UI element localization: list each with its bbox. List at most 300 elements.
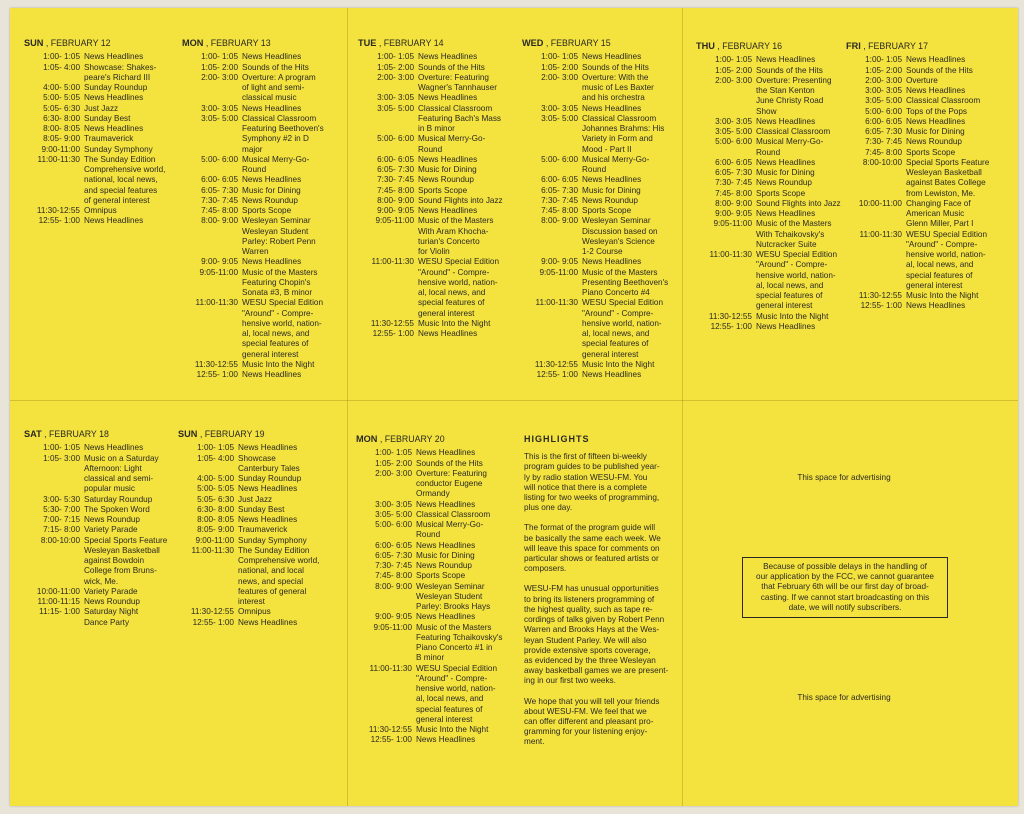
time-slot: 6:05- 7:30 [377,165,414,174]
program-title: News Headlines [242,103,302,113]
time-slot: 2:00- 3:00 [865,75,902,85]
program-title: Sounds of the Hits [756,65,823,75]
program-title: Sports Scope [242,206,292,215]
time-slot: 7:30- 7:45 [541,195,578,205]
schedule-row [356,623,518,664]
time-slot: 3:05- 5:00 [715,127,752,136]
time-slot: 6:05- 7:30 [201,185,238,195]
schedule-row [182,257,344,267]
highlights-section [524,434,674,758]
schedule-row [178,515,342,525]
time-slot: 1:00- 1:05 [865,55,902,65]
schedule-row [846,66,1012,76]
time-slot: 1:05- 2:00 [865,65,902,75]
time-slot: 7:30- 7:45 [865,137,902,147]
time-slot: 1:05- 4:00 [43,62,80,72]
program-title: The Sunday Edition Comprehensive world, national, local news, and special features of general interest [84,154,166,205]
time-slot: 1:00- 1:05 [375,448,412,458]
program-title: Traumaverick [84,134,134,144]
schedule-row [846,86,1012,96]
time-slot: 5:30- 7:00 [43,504,80,514]
program-title: News Headlines [582,175,642,185]
program-title: Classical Classroom [906,96,981,106]
program-title: The Spoken Word [84,504,150,514]
time-slot: 2:00- 3:00 [715,75,752,85]
fold-line-left [347,8,348,806]
program-title: Music Into the Night [756,311,829,321]
day-heading: TUE , FEBRUARY 14 [358,38,444,48]
program-title: Just Jazz [238,494,273,504]
program-title: Wesleyan Seminar Discussion based on Wesleyan's Science 1-2 Course [582,216,658,256]
day-date: FEBRUARY 12 [50,38,111,48]
schedule-row [182,268,344,299]
program-title: News Roundup [418,175,474,185]
time-slot: 8:00- 9:00 [541,216,578,226]
program-title: News Headlines [418,93,478,103]
time-slot: 7:15- 8:00 [43,525,80,535]
day-heading: FRI , FEBRUARY 17 [846,41,928,51]
schedule-row [356,448,518,458]
program-title: News Headlines [582,52,642,62]
time-slot: 1:00- 1:05 [43,52,80,62]
day-date: FEBRUARY 15 [550,38,611,48]
program-title: Classical Classroom [416,509,491,519]
program-title: Sports Scope [906,147,956,157]
schedule-row [178,443,342,453]
schedule-row [178,607,342,617]
time-slot: 1:00- 1:05 [541,52,578,62]
schedule-row [24,587,188,597]
program-title: Musical Merry-Go- Round [416,520,484,540]
time-slot: 5:00- 6:00 [865,106,902,116]
time-slot: 11:30-12:55 [708,311,752,321]
program-title: Music for Dining [416,550,475,560]
time-slot: 6:00- 6:05 [715,157,752,167]
schedule-row [696,66,856,76]
time-slot: 1:00- 1:05 [197,443,234,453]
day-date: FEBRUARY 16 [722,41,783,51]
schedule-row [182,104,344,114]
program-title: Music of the Masters Featuring Chopin's Sonata #3, B minor [242,267,318,297]
schedule-row [522,186,682,196]
highlights-paragraph: WESU-FM has unusual opportunities to bring its listeners programming of the highest quality, such as tape re- cordings of talks given by Robert Penn Warren and Brooks Hays at the Wes- leyan Student Parley. We will also provide extensive sports coverage, as evidenced by the three Wesleyan away basketball games we are present- ing in our first two weeks. [524,584,669,686]
schedule-row [358,206,518,216]
time-slot: 9:00-11:00 [41,144,80,154]
program-title: News Roundup [84,515,140,524]
time-slot: 9:00-11:00 [195,535,234,545]
program-title: Omnipus [84,206,117,215]
day-heading: WED , FEBRUARY 15 [522,38,611,48]
time-slot: 9:05-11:00 [199,267,238,277]
program-title: News Headlines [756,116,816,126]
program-title: Sounds of the Hits [416,458,483,468]
schedule-row [358,196,518,206]
time-slot: 9:05-11:00 [713,219,752,229]
day-column-mon-feb-20 [356,434,518,746]
program-title: Music Into the Night [242,359,315,369]
day-column-sun-feb-19 [178,429,342,628]
schedule-row [24,515,188,525]
time-slot: 2:00- 3:00 [201,72,238,82]
time-slot: 7:45- 8:00 [375,571,412,581]
day-heading: SUN , FEBRUARY 19 [178,429,265,439]
schedule-row [182,175,344,185]
program-title: Wesleyan Seminar Wesleyan Student Parley: Brooks Hays [416,581,491,611]
program-title: Special Sports Feature Wesleyan Basketball against Bates College from Lewiston, Me. [906,157,990,198]
time-slot: 11:30-12:55 [190,607,234,617]
time-slot: 9:00- 9:05 [201,257,238,267]
time-slot: 11:15- 1:00 [39,607,80,617]
program-title: News Headlines [906,301,966,311]
schedule-row [178,484,342,494]
program-title: News Headlines [242,370,302,379]
program-title: News Headlines [238,515,298,524]
schedule-row [696,189,856,199]
program-title: WESU Special Edition "Around" - Compre- hensive world, nation- al, local news, and special features of general interest [906,229,987,290]
program-title: News Headlines [238,617,298,627]
program-title: Music of the Masters Presenting Beethoven's Piano Concerto #4 [582,267,669,297]
program-title: News Roundup [416,561,472,570]
time-slot: 1:05- 2:00 [375,458,412,468]
time-slot: 7:45- 8:00 [715,188,752,198]
program-title: News Headlines [84,124,144,133]
time-slot: 1:00- 1:05 [377,52,414,62]
day-heading: MON , FEBRUARY 13 [182,38,271,48]
time-slot: 12:55- 1:00 [196,370,238,379]
program-title: Music for Dining [242,185,301,195]
program-title: News Headlines [582,257,642,267]
schedule-row [522,268,682,299]
day-column-fri-feb-17 [846,41,1012,312]
program-title: Wesleyan Seminar Wesleyan Student Parley: Robert Penn Warren [242,216,316,256]
schedule-row [356,510,518,520]
time-slot: 11:30-12:55 [194,359,238,369]
time-slot: 6:05- 7:30 [715,168,752,177]
schedule-row [356,725,518,735]
program-title: News Headlines [242,257,302,267]
program-title: News Roundup [84,597,140,606]
time-slot: 8:05- 9:00 [197,525,234,535]
program-title: News Headlines [418,329,478,338]
highlights-paragraph: The format of the program guide will be basically the same each week. We will leave this space for comments on particular shows or featured artists or composers. [524,523,661,574]
schedule-row [358,216,518,257]
schedule-row [696,137,856,158]
program-title: News Headlines [906,86,966,95]
schedule-row [356,500,518,510]
time-slot: 6:00- 6:05 [201,175,238,185]
program-title: Music for Dining [756,168,815,177]
time-slot: 6:00- 6:05 [377,154,414,164]
program-title: Overture: Featuring conductor Eugene Ormandy [416,468,487,499]
schedule-row [696,250,856,312]
program-title: News Headlines [756,209,816,218]
time-slot: 8:00- 9:00 [201,216,238,226]
program-title: Sports Scope [416,571,466,581]
time-slot: 3:05- 5:00 [375,509,412,519]
schedule-row [24,597,188,607]
time-slot: 7:30- 7:45 [375,561,412,570]
time-slot: 3:00- 3:05 [865,86,902,95]
schedule-row [358,329,518,339]
time-slot: 8:00-10:00 [40,535,80,545]
program-title: WESU Special Edition "Around" - Compre- hensive world, nation- al, local news, and special features of general interest [242,298,323,359]
fcc-notice-box: Because of possible delays in the handling of our application by the FCC, we cannot guarantee that February 6th will be our first day of broad- casting. If we cannot start broadcasting on this date, we will notify subscribers. [742,557,948,618]
schedule-row [356,561,518,571]
schedule-row [182,298,344,360]
schedule-row [24,206,194,216]
time-slot: 11:00-11:30 [191,545,234,555]
time-slot: 6:05- 7:30 [375,550,412,560]
program-title: News Headlines [756,321,816,331]
schedule-row [24,145,194,155]
schedule-row [522,257,682,267]
program-title: Music for Dining [418,165,477,174]
highlights-title: HIGHLIGHTS [524,434,590,444]
schedule-row [522,155,682,176]
highlights-paragraph: We hope that you will tell your friends about WESU-FM. We feel that we can offer different and pleasant pro- gramming for your listening enjoy- ment. [524,696,660,747]
program-title: News Roundup [242,195,298,205]
time-slot: 9:00- 9:05 [715,209,752,218]
program-title: Music of the Masters With Tchaikovsky's Nutcracker Suite [756,219,832,249]
schedule-row [522,298,682,360]
program-title: Music for Dining [906,127,965,136]
day-heading: THU , FEBRUARY 16 [696,41,783,51]
time-slot: 11:00-11:30 [37,154,80,164]
time-slot: 6:30- 8:00 [43,113,80,123]
program-title: Music Into the Night [416,725,489,734]
schedule-row [522,206,682,216]
schedule-row [178,495,342,505]
program-title: News Headlines [418,52,478,62]
time-slot: 12:55- 1:00 [372,329,414,338]
time-slot: 3:00- 5:30 [43,494,80,504]
schedule-row [24,155,194,206]
day-date: FEBRUARY 20 [384,434,445,444]
schedule-row [358,155,518,165]
program-title: Special Sports Feature Wesleyan Basketball against Bowdoin College from Bruns- wick, Me. [84,535,168,586]
time-slot: 3:00- 3:05 [715,116,752,126]
time-slot: 3:00- 3:05 [377,93,414,103]
schedule-row [846,55,1012,65]
program-title: Sounds of the Hits [906,65,973,75]
program-title: Showcase Canterbury Tales [238,453,300,473]
program-title: Classical Classroom Featuring Bach's Mass in B minor [418,103,502,133]
day-date: FEBRUARY 19 [204,429,265,439]
program-guide-sheet [10,8,1018,806]
program-title: Sounds of the Hits [418,62,485,72]
time-slot: 7:00- 7:15 [43,515,80,524]
time-slot: 3:05- 5:00 [201,113,238,123]
time-slot: 8:00- 9:00 [375,581,412,591]
schedule-row [696,199,856,209]
time-slot: 2:00- 3:00 [375,468,412,478]
day-of-week: TUE [358,38,377,48]
schedule-row [696,219,856,250]
day-column-sat-feb-18 [24,429,188,628]
schedule-row [358,319,518,329]
schedule-row [522,175,682,185]
day-date: FEBRUARY 13 [210,38,271,48]
day-of-week: SUN [178,429,198,439]
program-title: Sunday Symphony [238,535,307,545]
schedule-row [522,63,682,73]
program-title: Music Into the Night [418,318,491,328]
time-slot: 11:00-11:30 [859,229,902,239]
schedule-row [846,117,1012,127]
time-slot: 3:05- 5:00 [541,113,578,123]
schedule-row [696,322,856,332]
day-of-week: WED [522,38,544,48]
program-title: News Headlines [416,448,476,458]
schedule-row [182,360,344,370]
schedule-row [696,312,856,322]
schedule-row [358,165,518,175]
schedule-row [356,459,518,469]
time-slot: 12:55- 1:00 [38,216,80,226]
time-slot: 7:45- 8:00 [201,206,238,215]
program-title: News Roundup [756,178,812,188]
time-slot: 11:00-11:15 [37,597,80,606]
schedule-row [178,546,342,608]
schedule-row [182,206,344,216]
time-slot: 11:30-12:55 [370,318,414,328]
time-slot: 6:00- 6:05 [375,540,412,550]
program-title: Music of the Masters Featuring Tchaikovsky's Piano Concerto #1 in B minor [416,622,503,663]
time-slot: 12:55- 1:00 [370,735,412,745]
schedule-row [24,495,188,505]
program-title: News Headlines [582,370,642,379]
program-title: Showcase: Shakes- peare's Richard III [84,62,157,82]
program-title: Overture: A program of light and semi- classical music [242,72,316,103]
time-slot: 10:00-11:00 [858,198,902,208]
program-title: News Headlines [238,443,298,453]
schedule-row [522,196,682,206]
time-slot: 7:30- 7:45 [201,195,238,205]
schedule-row [24,63,194,84]
program-title: WESU Special Edition "Around" - Compre- hensive world, nation- al, local news, and special features of general interest [756,250,837,311]
schedule-row [522,114,682,155]
program-title: Sunday Best [238,504,285,514]
schedule-row [24,536,188,587]
schedule-row [178,618,342,628]
program-title: Sports Scope [756,188,806,198]
day-of-week: MON [182,38,204,48]
time-slot: 1:05- 2:00 [715,65,752,75]
time-slot: 5:00- 6:00 [715,137,752,147]
time-slot: 11:00-11:30 [709,250,752,259]
program-title: Sounds of the Hits [242,62,309,72]
time-slot: 2:00- 3:00 [541,72,578,82]
program-title: Musical Merry-Go- Round [242,154,310,174]
program-title: Music Into the Night [906,291,979,300]
time-slot: 7:30- 7:45 [715,178,752,188]
time-slot: 6:00- 6:05 [541,175,578,185]
schedule-row [846,230,1012,292]
program-title: News Roundup [906,137,962,147]
time-slot: 12:55- 1:00 [860,301,902,311]
time-slot: 11:00-11:30 [195,298,238,308]
program-title: Sunday Symphony [84,144,153,154]
time-slot: 8:00- 9:00 [715,198,752,208]
highlights-paragraph: This is the first of fifteen bi-weekly program guides to be published year- ly by radio station WESU-FM. You will notice that there is a complete listing for two weeks of programming, plus one day. [524,452,660,513]
schedule-row [182,186,344,196]
schedule-row [24,83,194,93]
schedule-row [846,301,1012,311]
schedule-row [182,52,344,62]
time-slot: 8:05- 9:00 [43,134,80,144]
time-slot: 1:05- 2:00 [541,62,578,72]
time-slot: 9:00- 9:05 [377,206,414,215]
schedule-row [522,52,682,62]
time-slot: 7:30- 7:45 [377,175,414,185]
program-title: WESU Special Edition "Around" - Compre- hensive world, nation- al, local news, and special features of general interest [418,257,499,318]
time-slot: 5:00- 6:00 [201,154,238,164]
program-title: News Headlines [418,206,478,215]
time-slot: 3:05- 5:00 [377,103,414,113]
schedule-row [522,73,682,104]
schedule-row [358,63,518,73]
program-title: News Headlines [582,103,642,113]
time-slot: 1:05- 4:00 [197,453,234,463]
time-slot: 1:05- 2:00 [377,62,414,72]
program-title: WESU Special Edition "Around" - Compre- hensive world, nation- al, local news, and special features of general interest [582,298,663,359]
schedule-row [522,216,682,257]
time-slot: 7:45- 8:00 [865,147,902,157]
day-column-sun-feb-12 [24,38,194,227]
time-slot: 1:00- 1:05 [43,443,80,453]
program-title: Tops of the Pops [906,106,967,116]
schedule-row [696,55,856,65]
time-slot: 1:05- 3:00 [43,453,80,463]
schedule-row [522,370,682,380]
day-column-wed-feb-15 [522,38,682,380]
program-title: News Roundup [582,195,638,205]
schedule-row [358,73,518,94]
program-title: Omnipus [238,607,271,617]
schedule-row [182,114,344,155]
schedule-row [24,93,194,103]
time-slot: 11:30-12:55 [858,291,902,300]
program-title: WESU Special Edition "Around" - Compre- hensive world, nation- al, local news, and special features of general interest [416,663,497,724]
program-title: Saturday Roundup [84,494,153,504]
program-title: News Headlines [84,216,144,226]
schedule-row [696,76,856,117]
schedule-row [356,571,518,581]
day-column-thu-feb-16 [696,41,856,332]
schedule-row [356,469,518,500]
time-slot: 5:05- 6:30 [43,103,80,113]
program-title: News Headlines [416,499,476,509]
program-title: Classical Classroom [756,127,831,136]
day-of-week: THU [696,41,715,51]
program-title: News Headlines [84,52,144,62]
schedule-row [356,612,518,622]
schedule-row [522,104,682,114]
schedule-row [356,520,518,541]
program-title: News Headlines [756,55,816,65]
time-slot: 9:05-11:00 [539,267,578,277]
schedule-row [846,199,1012,230]
program-title: Sports Scope [582,206,632,215]
program-title: Overture [906,75,938,85]
time-slot: 12:55- 1:00 [536,370,578,379]
program-title: Musical Merry-Go- Round [418,134,486,154]
program-title: News Headlines [84,443,144,453]
program-title: Sound Flights into Jazz [756,198,841,208]
day-date: FEBRUARY 18 [49,429,109,439]
program-title: News Headlines [242,175,302,185]
schedule-row [846,291,1012,301]
